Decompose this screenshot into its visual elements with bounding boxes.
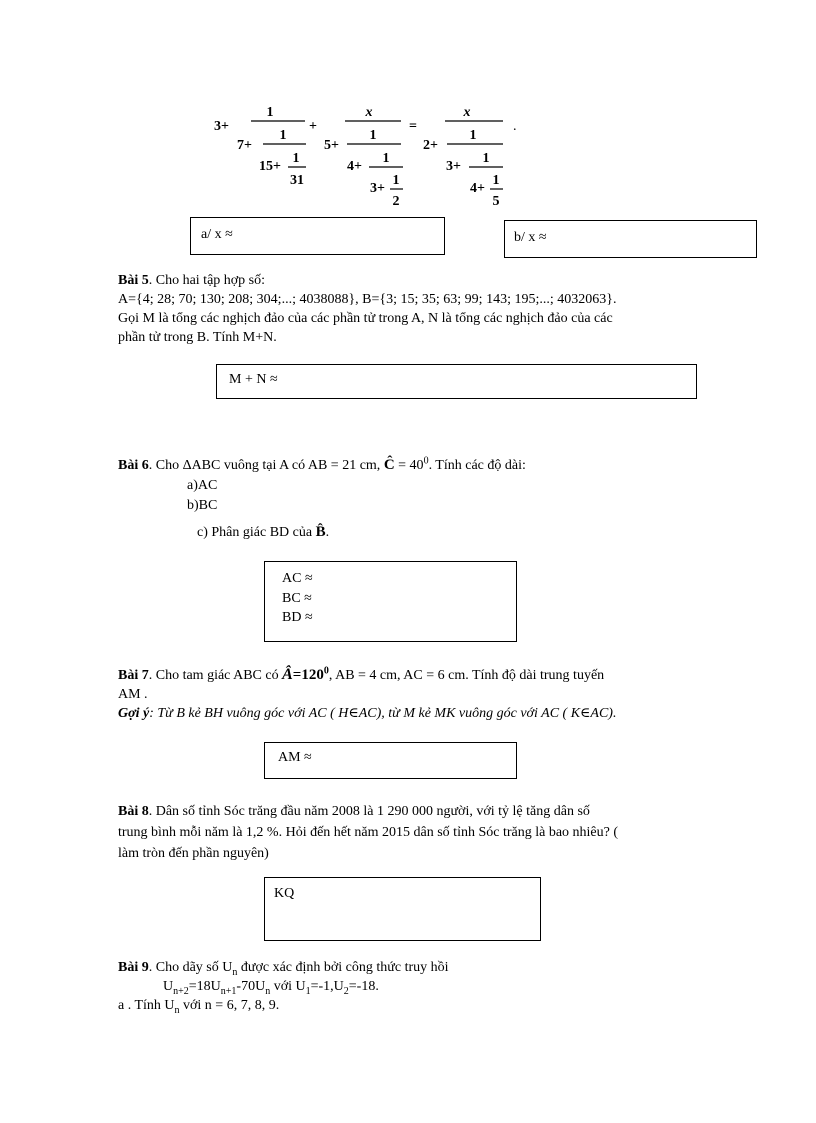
bai6-intro: . Cho ΔABC vuông tại A có AB = 21 cm, — [148, 458, 384, 473]
bai5-line2: A={4; 28; 70; 130; 208; 304;...; 4038088}, B={3; 15; 35; 63; 99; 143; 195;...; 4032063}. — [118, 292, 617, 307]
bai8-line3: làm tròn đến phần nguyên) — [118, 846, 269, 861]
bai7-line2: AM . — [118, 687, 148, 702]
bai7-hint: : Từ B kẻ BH vuông góc với AC ( H∈AC), từ M kẻ MK vuông góc với AC ( K∈AC). — [149, 706, 617, 721]
eq-rhs-num4: 1 — [492, 173, 500, 188]
f-v2: =-18. — [348, 979, 379, 994]
bai6-intro-end: = 40 — [394, 458, 424, 473]
eq-mid-x: x — [365, 105, 373, 120]
bai7-intro: . Cho tam giác ABC có — [148, 668, 283, 683]
answer-box-am[interactable] — [264, 742, 517, 779]
eq-lhs-num2: 1 — [279, 128, 287, 143]
answer-box-a[interactable] — [190, 217, 445, 255]
bai5-title: Bài 5 — [118, 273, 149, 288]
f-u: U — [163, 979, 174, 994]
bai6-title: Bài 6 — [118, 458, 149, 473]
bai9-a-sub: n — [174, 1004, 180, 1016]
angle-b-symbol: B̂ — [315, 524, 326, 540]
answer-label-mn: M + N ≈ — [229, 372, 278, 387]
eq-rhs-x: x — [463, 105, 471, 120]
f-n: n — [265, 985, 271, 997]
f-with: với U — [270, 979, 306, 994]
bai9-formula — [118, 977, 449, 996]
bai9-line1-end: được xác định bởi công thức truy hồi — [237, 960, 449, 975]
eq-lhs-num3: 1 — [292, 151, 300, 166]
f-1: 1 — [305, 985, 311, 997]
bai6-intro-tail: . Tính các độ dài: — [428, 458, 526, 473]
bai6-item-c-text: c) Phân giác BD của — [197, 525, 316, 540]
eq-lhs-3: 3+ — [214, 119, 229, 134]
bai6-item-b: b)BC — [187, 498, 218, 513]
bai7-title: Bài 7 — [118, 668, 149, 683]
eq-rhs-3: 3+ — [446, 159, 461, 174]
eq-lhs-7: 7+ — [237, 138, 252, 153]
eq-mid-num2: 1 — [369, 128, 377, 143]
f-n2: n+2 — [173, 985, 189, 997]
eq-dot: . — [513, 119, 517, 134]
eq-equals: = — [409, 119, 417, 134]
eq-mid-num4: 1 — [392, 173, 400, 188]
eq-mid-3: 3+ — [370, 181, 385, 196]
bai6-item-c-end: . — [325, 525, 330, 540]
answer-label-bc: BC ≈ — [282, 590, 312, 606]
eq-mid-4: 4+ — [347, 159, 362, 174]
bai6-degree: 0 — [423, 455, 429, 467]
eq-lhs-31: 31 — [290, 173, 304, 188]
eq-mid-5: 5+ — [324, 138, 339, 153]
answer-box-bai6[interactable] — [264, 561, 517, 642]
eq-lhs-num: 1 — [266, 105, 274, 120]
bai9-line1-sub: n — [232, 966, 238, 978]
answer-label-b: b/ x ≈ — [514, 230, 547, 245]
bai9-a-start: a . Tính U — [118, 998, 175, 1013]
bai5-line1: . Cho hai tập hợp số: — [148, 273, 266, 288]
bai8-line1: . Dân số tỉnh Sóc trăng đầu năm 2008 là 1 290 000 người, với tỷ lệ tăng dân số — [148, 804, 590, 819]
bai5-line4: phần tử trong B. Tính M+N. — [118, 330, 277, 345]
eq-rhs-num2: 1 — [469, 128, 477, 143]
bai7-block — [118, 665, 616, 723]
angle-a-symbol: Â — [282, 666, 293, 683]
bai9-title: Bài 9 — [118, 960, 149, 975]
bai6-item-a: a)AC — [187, 478, 218, 493]
answer-label-ac: AC ≈ — [282, 571, 313, 586]
bai9-line1: . Cho dãy số U — [148, 960, 233, 975]
f-n1: n+1 — [220, 985, 237, 997]
bai9-item-a — [118, 996, 449, 1015]
bai7-rest: , AB = 4 cm, AC = 6 cm. Tính độ dài trung tuyến — [328, 668, 605, 683]
eq-plus: + — [309, 119, 317, 134]
answer-label-bd: BD ≈ — [282, 610, 313, 625]
eq-mid-num3: 1 — [382, 151, 390, 166]
bai8-block — [118, 801, 618, 864]
bai6-item-c — [197, 523, 329, 542]
answer-box-kq[interactable] — [264, 877, 541, 941]
f-eq: =18U — [188, 979, 221, 994]
bai9-a-end: với n = 6, 7, 8, 9. — [179, 998, 280, 1013]
answer-box-mn[interactable] — [216, 364, 697, 399]
continued-fraction-equation — [205, 100, 535, 212]
f-mid: -70U — [236, 979, 266, 994]
bai8-title: Bài 8 — [118, 804, 149, 819]
bai9-block — [118, 958, 449, 1015]
answer-label-kq: KQ — [274, 886, 295, 901]
bai7-degree: 0 — [323, 665, 329, 677]
bai5-line3: Gọi M là tổng các nghịch đảo của các phần tử trong A, N là tổng các nghịch đảo của các — [118, 311, 613, 326]
eq-lhs-15: 15+ — [259, 159, 281, 174]
bai7-hint-label: Gợi ý — [118, 706, 150, 721]
answer-box-b[interactable] — [504, 220, 757, 258]
eq-rhs-2: 2+ — [423, 138, 438, 153]
eq-mid-2: 2 — [392, 194, 400, 209]
angle-c-symbol: Ĉ — [383, 457, 395, 473]
eq-rhs-5: 5 — [492, 194, 500, 209]
eq-rhs-4: 4+ — [470, 181, 485, 196]
answer-label-am: AM ≈ — [278, 750, 312, 765]
f-2: 2 — [343, 985, 349, 997]
bai8-line2: trung bình mỗi năm là 1,2 %. Hỏi đến hết năm 2015 dân số tỉnh Sóc trăng là bao nhiêu? ( — [118, 825, 619, 840]
bai6-block — [118, 456, 526, 475]
bai7-angle-value: =120 — [292, 667, 324, 683]
eq-rhs-num3: 1 — [482, 151, 490, 166]
bai5-block — [118, 271, 616, 347]
answer-label-a: a/ x ≈ — [201, 227, 233, 242]
f-v1: =-1,U — [310, 979, 344, 994]
